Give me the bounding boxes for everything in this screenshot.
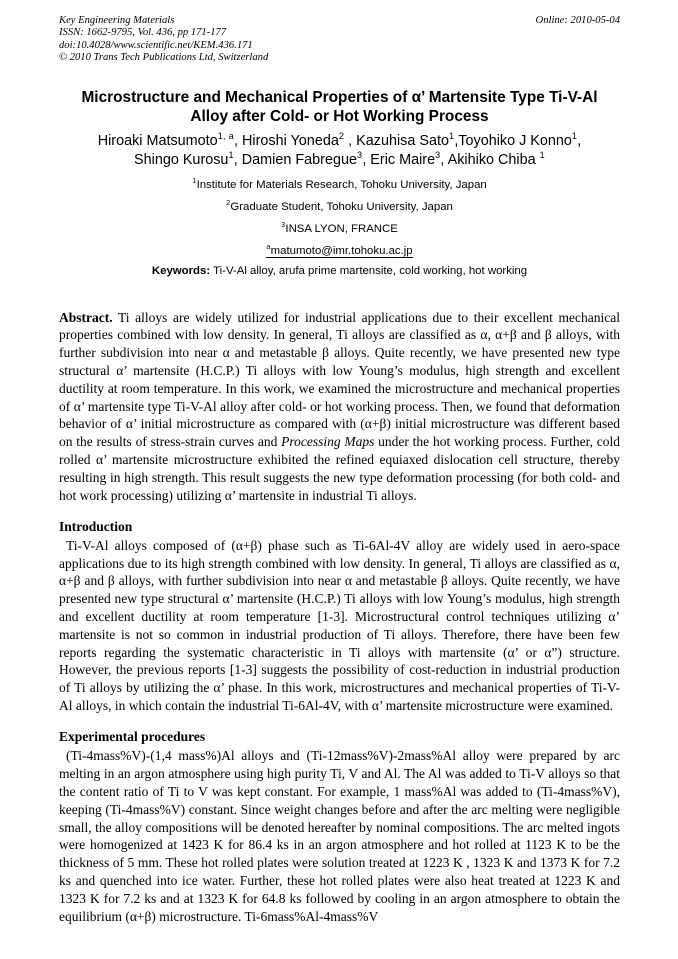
journal-doi: doi:10.4028/www.scientific.net/KEM.436.171 [59,39,253,51]
affiliation-1: $^1$Institute for Materials Research, Tohoku University, Japan [192,176,487,191]
paper-title [59,88,620,127]
email-link[interactable]: $^a$matumoto@imr.tohoku.ac.jp [266,242,413,257]
journal-issn-volume: ISSN: 1662-9795, Vol. 436, pp 171-177 [59,27,227,39]
email-line [59,244,620,258]
keywords-line: Keywords: Ti-V-Al alloy, arufa prime martensite, cold working, hot working [151,264,528,277]
section-heading-introduction: Introduction [59,518,133,534]
affiliation-2: $^2$Graduate Student, Tohoku University, Japan [226,198,453,213]
online-date: Online: 2010-05-04 [535,15,620,26]
journal-copyright: © 2010 Trans Tech Publications Ltd, Switzerland [59,52,269,64]
section-heading-experimental-procedures: Experimental procedures [59,729,206,745]
paper-title-line-2: Alloy after Cold- or Hot Working Process [190,108,489,126]
affiliation-3: $^3$INSA LYON, FRANCE [281,220,398,235]
section-body-experimental-procedures: (Ti-4mass%V)-(1,4 mass%)Al alloys and (Ti-12mass%V)-2mass%Al alloy were prepared by arc melting in an argon atmosphere using high purity Ti, V and Al. The Al was added to Ti-V alloys so that the content ratio of Ti to V was kept constant. For example, 1 mass%Al was added to (Ti-4mass%V), keeping (Ti-4mass%V) constant. Since weight changes before and after the arc melting were negligible small, the alloy compositions will be denoted hereafter by nominal compositions. The arc melted ingots were homogenized at 1423 K for 86.4 ks in an argon atmosphere and hot rolled at 1123 K to be the thickness of 5 mm. These hot rolled plates were solution treated at 1223 K , 1323 K and 1373 K for 7.2 ks and quenched into ice water. Further, these hot rolled plates were also heat treated at 1223 K and 1323 K for 7.2 ks and at 1323 K for 64.8 ks followed by cooling in an argon atmosphere to obtain the equilibrium (α+β) microstructure. Ti-6mass%Al-4mass%V [59,748,620,924]
abstract-paragraph: Abstract. Ti alloys are widely utilized for industrial applications due to their excellent mechanical properties combined with low density. In general, Ti alloys are classified as α, α+β and β alloys, with further subdivision into near α and metastable β alloys. Quite recently, we have presented new type structural α’ martensite (H.C.P.) Ti alloys with low Young’s modulus, high strength and excellent ductility at room temperature. In this work, we examined the microstructure and mechanical properties of α’ martensite type Ti-V-Al alloy after cold- or hot working process. Then, we found that deformation behavior of α’ initial microstructure as compared with (α+β) initial microstructure was different based on the results of stress-strain curves and Processing Maps under the hot working process. Further, cold rolled α’ martensite microstructure exhibited the refined equiaxed dislocation cell structure, thereby resulting in high strength. This result suggests the new type deformation processing (for both cold- and hot work processing) utilizing α’ martensite in industrial Ti alloys. [59,309,620,503]
page-header [59,15,620,65]
section-body-introduction: Ti-V-Al alloys composed of (α+β) phase such as Ti-6Al-4V alloy are widely used in aero-space applications due to its high strength combined with low density. In general, Ti alloys are classified as α, α+β and β alloys, with further subdivision into near α and metastable β alloys. Quite recently, we have presented new type structural α’ martensite (H.C.P.) Ti alloys with low Young’s modulus, high strength and excellent ductility at room temperature [1-3]. Microstructural control techniques utilizing α’ martensite is not so common in industrial production of Ti alloys. Therefore, there have been few reports regarding the systematic characteristic in Ti alloys with martensite (α’ or α”) structure. However, the previous reports [1-3] suggests the possibility of cost-reduction in industrial production of Ti alloys by utilizing the α’ phase. In this work, microstructures and mechanical properties of Ti-V-Al alloys, in which contain the industrial Ti-6Al-4V, with α’ martensite microstructure were examined. [59,537,620,714]
author-list [59,132,620,170]
paper-title-line-1: Microstructure and Mechanical Properties of α’ Martensite Type Ti-V-Al [81,88,598,106]
journal-info [59,15,268,65]
affiliations-block [59,178,620,278]
journal-name: Key Engineering Materials [59,15,175,26]
authors-line-1: Hiroaki Matsumoto$^{1, a}$, Hiroshi Yoneda$^2$ , Kazuhisa Sato$^1$,Toyohiko J Konno$^1$, [97,130,582,149]
authors-line-2: Shingo Kurosu$^1$, Damien Fabregue$^3$, Eric Maire$^3$, Akihiko Chiba $^1$ [134,149,545,168]
